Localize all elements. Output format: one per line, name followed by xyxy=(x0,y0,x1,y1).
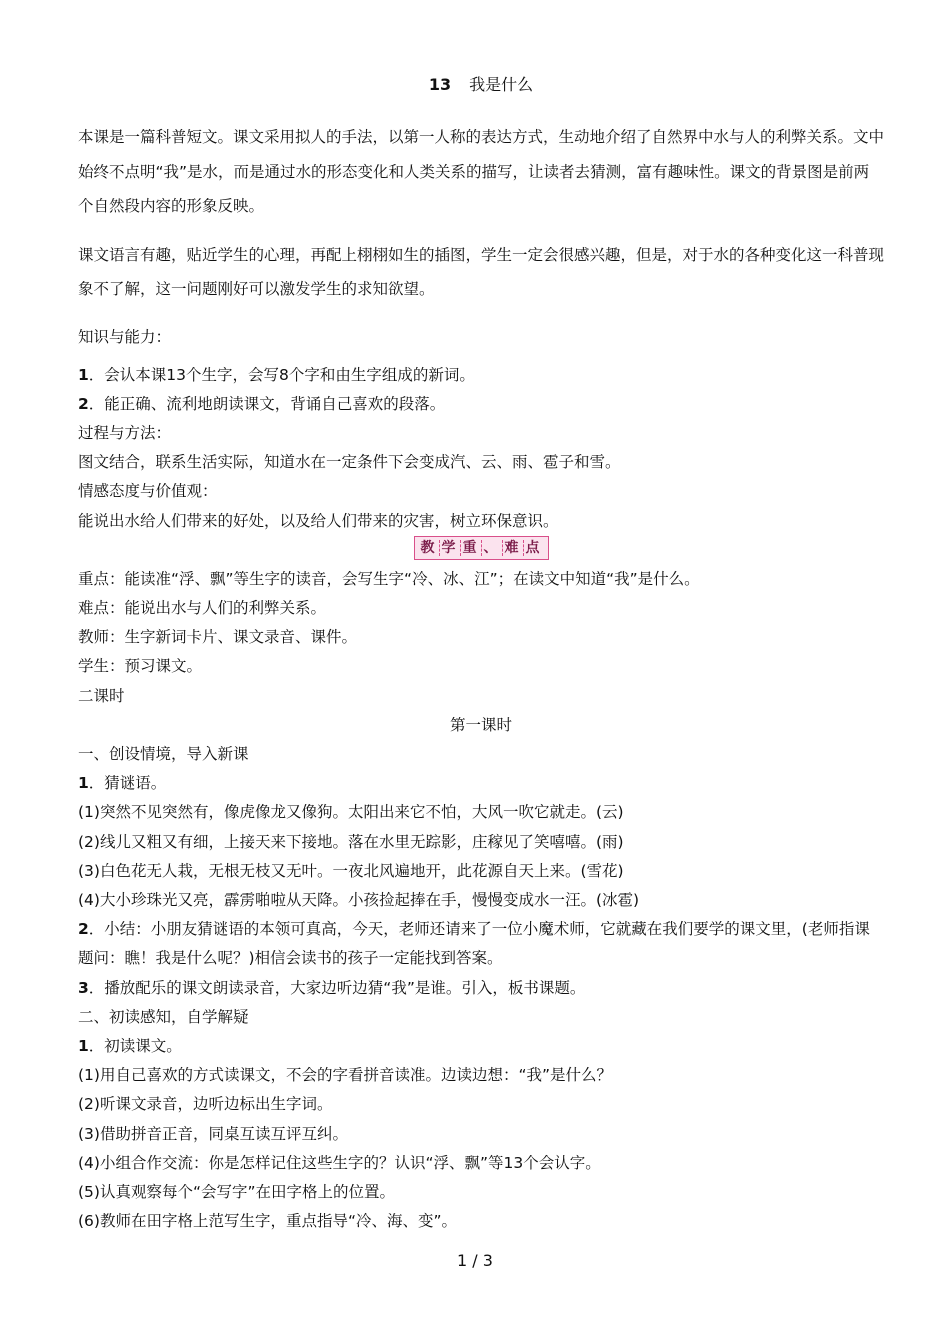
step-item xyxy=(78,1032,884,1061)
item-text: ．播放配乐的课文朗读录音，大家边听边猜“我”是谁。引入，板书课题。 xyxy=(88,978,586,997)
intro-paragraph-2: 课文语言有趣，贴近学生的心理，再配上栩栩如生的插图，学生一定会很感兴趣，但是，对于水的各种变化这一科普现象不了解，这一问题刚好可以激发学生的求知欲望。 xyxy=(78,245,885,298)
item-number: 3 xyxy=(78,978,89,997)
section-badge-row xyxy=(78,536,884,563)
riddle-2: (2)线儿又粗又有细，上接天来下接地。落在水里无踪影，庄稼见了笑嘻嘻。(雨) xyxy=(78,832,624,851)
item-number: 2 xyxy=(78,920,89,939)
riddle-1: (1)突然不见突然有，像虎像龙又像狗。太阳出来它不怕，大风一吹它就走。(云) xyxy=(78,803,624,822)
reading-step-1: (1)用自己喜欢的方式读课文，不会的字看拼音读准。边读边想：“我”是什么？ xyxy=(78,1066,613,1085)
knowledge-item-2 xyxy=(78,390,884,419)
reading-step-2: (2)听课文录音，边听边标出生字词。 xyxy=(78,1095,333,1114)
summary-item xyxy=(78,915,884,973)
reading-step-6: (6)教师在田字格上范写生字，重点指导“冷、海、变”。 xyxy=(78,1212,458,1231)
difficulty-line: 难点：能说出水与人们的利弊关系。 xyxy=(78,598,327,617)
item-number: 1 xyxy=(78,365,89,384)
emotion-text: 能说出水给人们带来的好处，以及给人们带来的灾害，树立环保意识。 xyxy=(78,511,559,530)
document-page xyxy=(78,70,884,1236)
badge-char: 教 xyxy=(419,540,440,556)
focus-line: 重点：能读准“浮、飘”等生字的读音，会写生字“冷、冰、江”；在读文中知道“我”是什么。 xyxy=(78,569,700,588)
page-number: 1 / 3 xyxy=(457,1251,493,1270)
process-text: 图文结合，联系生活实际，知道水在一定条件下会变成汽、云、雨、雹子和雪。 xyxy=(78,453,621,472)
item-text: ．猜谜语。 xyxy=(88,774,167,793)
item-number: 1 xyxy=(78,774,89,793)
badge-char: 点 xyxy=(525,539,542,556)
badge-char: 难 xyxy=(503,540,524,556)
item-text: ．小结：小朋友猜谜语的本领可真高，今天，老师还请来了一位小魔术师，它就藏在我们要学的课文里，(老师指课题问：瞧！我是什么呢？)相信会读书的孩子一定能找到答案。 xyxy=(78,920,870,968)
knowledge-item-1 xyxy=(78,361,884,390)
lesson-period-heading: 第一课时 xyxy=(449,715,512,734)
audio-item xyxy=(78,974,884,1003)
teacher-prep-line: 教师：生字新词卡片、课文录音、课件。 xyxy=(78,628,358,647)
process-heading: 过程与方法： xyxy=(78,423,172,442)
riddle-3: (3)白色花无人栽，无根无枝又无叶。一夜北风遍地开，此花源自天上来。(雪花) xyxy=(78,861,624,880)
reading-step-3: (3)借助拼音正音，同桌互读互评互纠。 xyxy=(78,1124,348,1143)
step-item xyxy=(78,769,884,798)
student-prep-line: 学生：预习课文。 xyxy=(78,657,203,676)
badge-char: 、 xyxy=(482,540,503,556)
item-number: 2 xyxy=(78,394,89,413)
item-text: ．会认本课13个生字，会写8个字和由生字组成的新词。 xyxy=(88,365,475,384)
knowledge-heading: 知识与能力： xyxy=(78,327,172,346)
badge-char: 重 xyxy=(461,540,482,556)
reading-step-5: (5)认真观察每个“会写字”在田字格上的位置。 xyxy=(78,1182,396,1201)
section-heading-2: 二、初读感知，自学解疑 xyxy=(78,1007,249,1026)
teaching-key-points-badge xyxy=(414,536,549,560)
item-text: ．初读课文。 xyxy=(88,1036,182,1055)
item-number: 1 xyxy=(78,1036,89,1055)
item-text: ．能正确、流利地朗读课文，背诵自己喜欢的段落。 xyxy=(88,394,446,413)
periods-line: 二课时 xyxy=(78,686,125,705)
lesson-number: 13 xyxy=(428,75,452,94)
emotion-heading: 情感态度与价值观： xyxy=(78,482,218,501)
lesson-title xyxy=(78,70,884,100)
badge-char: 学 xyxy=(440,540,461,556)
section-heading-1: 一、创设情境，导入新课 xyxy=(78,744,249,763)
reading-step-4: (4)小组合作交流：你是怎样记住这些生字的？认识“浮、飘”等13个会认字。 xyxy=(78,1153,601,1172)
lesson-title-text: 我是什么 xyxy=(469,75,534,94)
intro-paragraph-1: 本课是一篇科普短文。课文采用拟人的手法，以第一人称的表达方式，生动地介绍了自然界中水与人的利弊关系。文中始终不点明“我”是水，而是通过水的形态变化和人类关系的描写，让读者去猜测，富有趣味性。课文的背景图是前两个自然段内容的形象反映。 xyxy=(78,128,885,215)
riddle-4: (4)大小珍珠光又亮，霹雳啪啦从天降。小孩捡起捧在手，慢慢变成水一汪。(冰雹) xyxy=(78,890,640,909)
